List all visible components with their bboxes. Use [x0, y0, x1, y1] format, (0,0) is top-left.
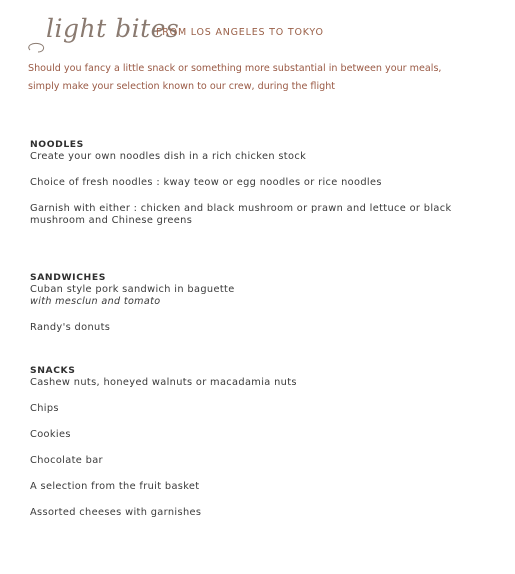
menu-item: Cookies: [30, 429, 71, 440]
menu-item: Randy's donuts: [30, 322, 111, 333]
menu-item-note: with mesclun and tomato: [30, 296, 161, 307]
section-title: SANDWICHES: [30, 272, 106, 283]
menu-item: Choice of fresh noodles : kway teow or egg noodles or rice noodles: [30, 177, 382, 188]
section-snacks: [30, 365, 500, 519]
menu-item: Chips: [30, 403, 59, 414]
menu-item: A selection from the fruit basket: [30, 481, 200, 492]
intro-text: Should you fancy a little snack or something more substantial in between your meals, simply make your selection known to our crew, during the flight: [28, 63, 442, 92]
menu-item: Cashew nuts, honeyed walnuts or macadamia nuts: [30, 377, 297, 388]
menu-item: Assorted cheeses with garnishes: [30, 507, 202, 518]
route-subtitle: FROM LOS ANGELES TO TOKYO: [156, 27, 324, 38]
menu-header: [24, 10, 504, 54]
script-title: light bites: [46, 14, 180, 43]
menu-item: Chocolate bar: [30, 455, 103, 466]
section-title: NOODLES: [30, 139, 84, 150]
section-noodles: [30, 139, 500, 227]
section-sandwiches: [30, 272, 500, 334]
menu-item: Cuban style pork sandwich in baguette: [30, 284, 235, 295]
menu-item: Create your own noodles dish in a rich chicken stock: [30, 151, 307, 162]
menu-item: Garnish with either : chicken and black mushroom or prawn and lettuce or black mushroom and Chinese greens: [30, 203, 452, 226]
section-title: SNACKS: [30, 365, 76, 376]
